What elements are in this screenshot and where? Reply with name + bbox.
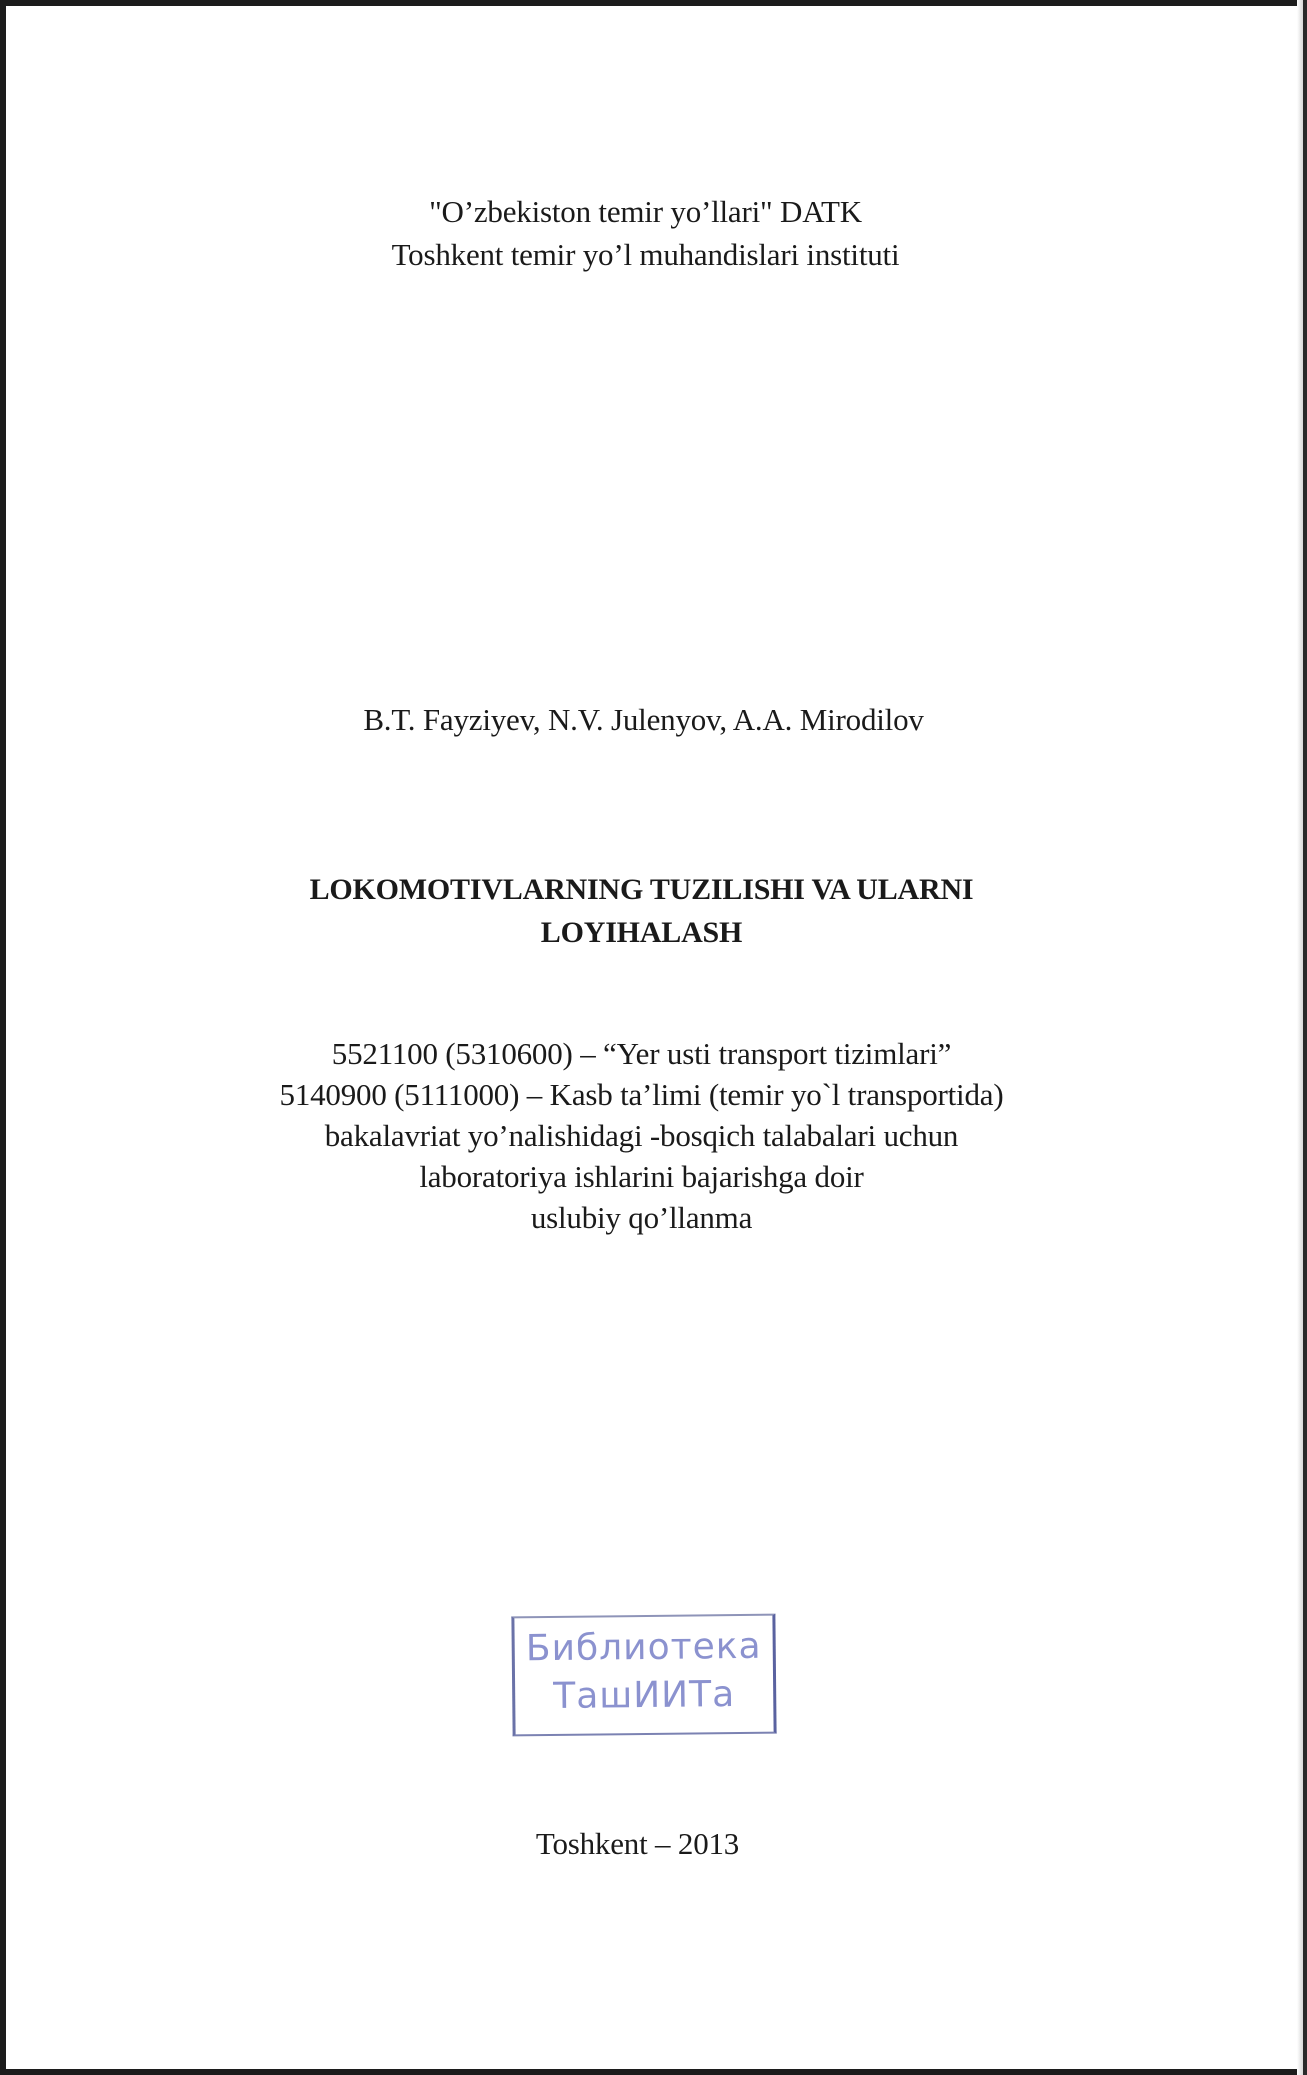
description-line-3: bakalavriat yo’nalishidagi -bosqich talabalari uchun [324, 1118, 959, 1153]
library-stamp [511, 1614, 776, 1737]
document-title [0, 868, 1295, 954]
description-line-4: laboratoriya ishlarini bajarishga doir [419, 1159, 864, 1194]
authors-block [0, 698, 1297, 741]
document-description [0, 1033, 1295, 1238]
city-year: Toshkent – 2013 [535, 1826, 740, 1861]
place-and-year [0, 1822, 1291, 1865]
description-line-2: 5140900 (5111000) – Kasb ta’limi (temir yo`l transportida) [279, 1077, 1004, 1112]
stamp-line-2: ТашИИТа [553, 1674, 736, 1717]
institute-name: Toshkent temir yo’l muhandislari instituti [391, 237, 900, 272]
scan-border-bottom [0, 2069, 1307, 2075]
scan-border-top [0, 0, 1307, 6]
description-line-1: 5521100 (5310600) – “Yer usti transport tizimlari” [331, 1036, 952, 1071]
stamp-line-1: Библиотека [525, 1625, 762, 1670]
scan-border-right [1303, 0, 1307, 2075]
description-line-5: uslubiy qo’llanma [530, 1200, 753, 1235]
institution-header [0, 190, 1299, 276]
organization-name: "O’zbekiston temir yo’llari" DATK [429, 194, 862, 229]
authors-names: B.T. Fayziyev, N.V. Julenyov, A.A. Mirodilov [363, 702, 924, 737]
title-line-1: LOKOMOTIVLARNING TUZILISHI VA ULARNI [309, 873, 974, 906]
title-line-2: LOYIHALASH [540, 916, 743, 949]
